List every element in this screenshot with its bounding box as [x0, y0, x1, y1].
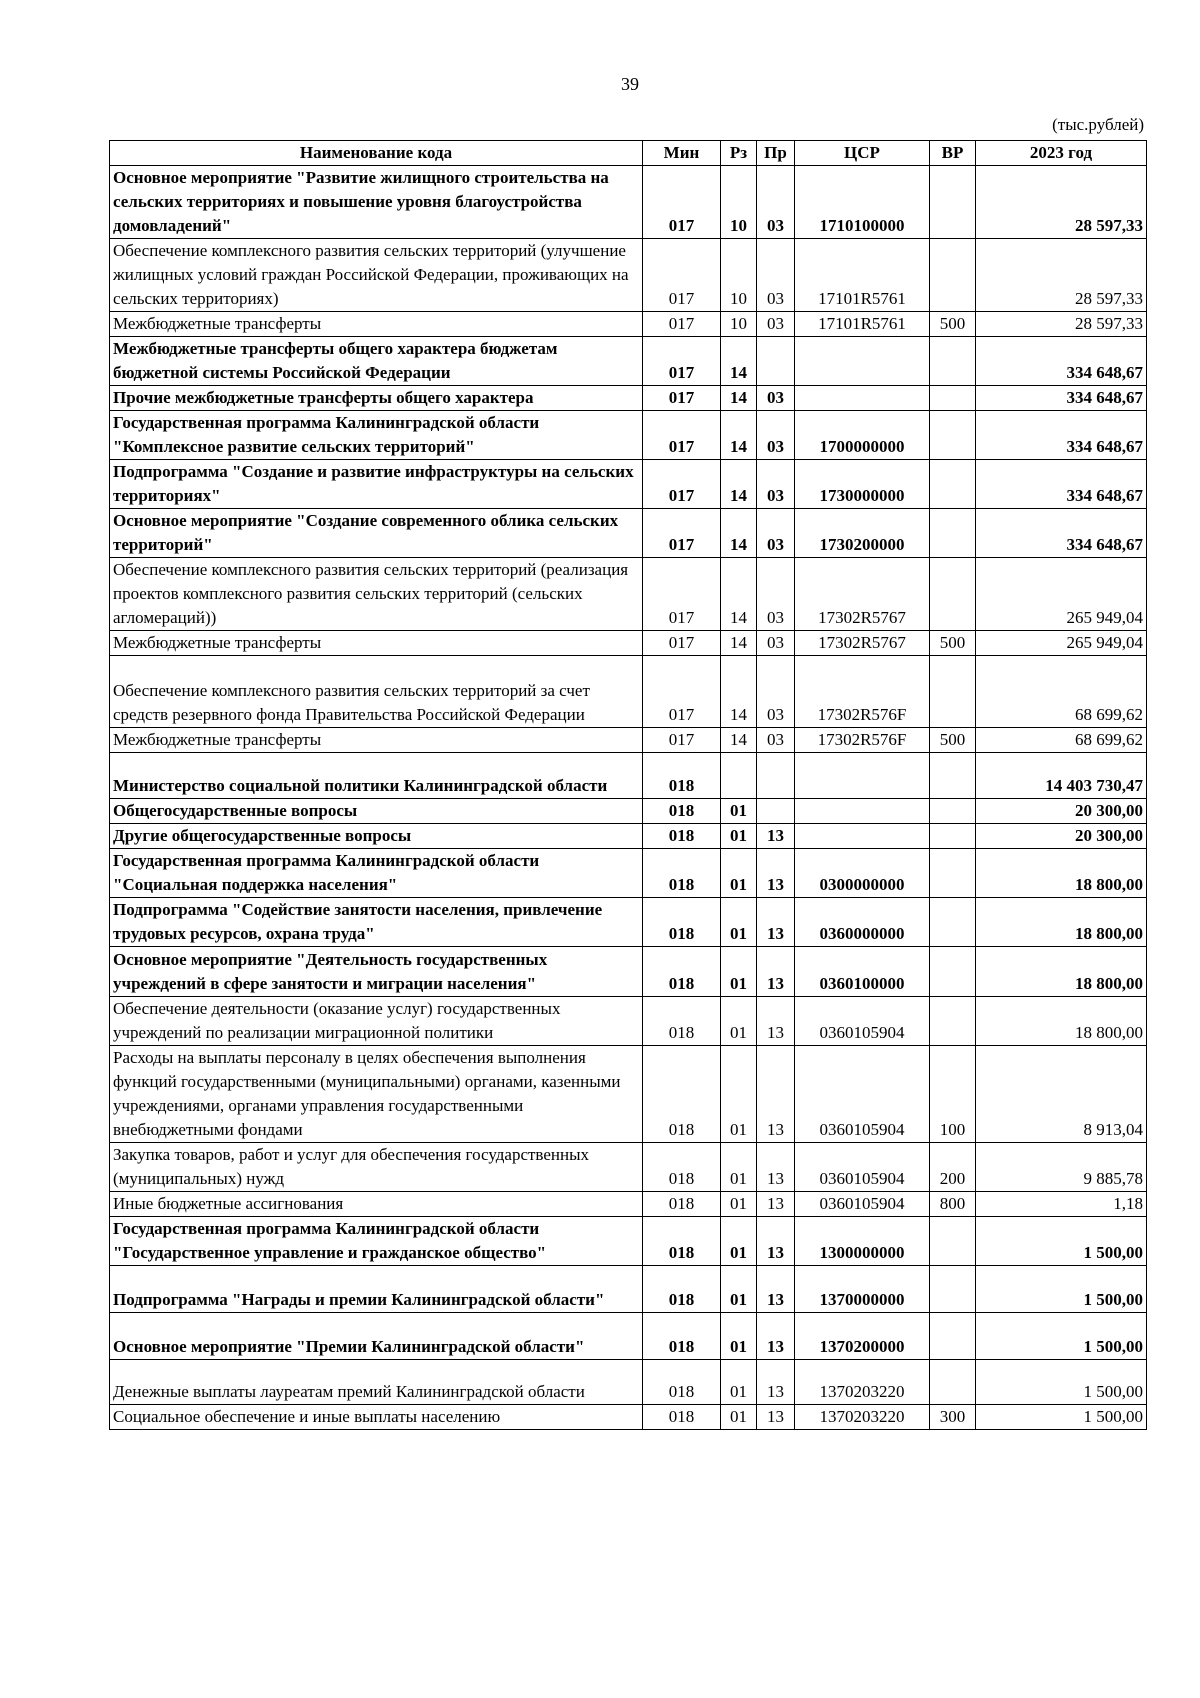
row-pr: 13: [757, 849, 795, 898]
table-row: [110, 312, 1147, 337]
row-csr: [795, 337, 930, 386]
row-min: 017: [643, 386, 721, 411]
row-rz: 14: [721, 509, 757, 558]
row-amount: 68 699,62: [976, 728, 1147, 753]
row-name: Обеспечение комплексного развития сельских территорий за счет средств резервного фонда Правительства Российской Федерации: [110, 656, 643, 728]
table-row: [110, 947, 1147, 997]
row-amount: 18 800,00: [976, 947, 1147, 997]
row-min: 018: [643, 824, 721, 849]
row-rz: 10: [721, 166, 757, 239]
row-min: 017: [643, 411, 721, 460]
row-vr: [930, 411, 976, 460]
header-min: Мин: [643, 141, 721, 166]
row-rz: 01: [721, 947, 757, 997]
row-pr: 13: [757, 1192, 795, 1217]
row-pr: [757, 337, 795, 386]
row-vr: [930, 509, 976, 558]
row-pr: 03: [757, 631, 795, 656]
row-csr: 1370200000: [795, 1313, 930, 1360]
row-name: Подпрограмма "Содействие занятости населения, привлечение трудовых ресурсов, охрана труда": [110, 898, 643, 947]
row-rz: 01: [721, 1217, 757, 1266]
row-vr: [930, 1360, 976, 1405]
row-rz: 10: [721, 312, 757, 337]
table-row: [110, 1143, 1147, 1192]
row-amount: 20 300,00: [976, 799, 1147, 824]
row-rz: 14: [721, 631, 757, 656]
row-vr: 200: [930, 1143, 976, 1192]
row-amount: 334 648,67: [976, 460, 1147, 509]
row-pr: 03: [757, 558, 795, 631]
row-csr: 1300000000: [795, 1217, 930, 1266]
table-row: [110, 898, 1147, 947]
row-csr: 1730200000: [795, 509, 930, 558]
row-csr: [795, 824, 930, 849]
row-name: Основное мероприятие "Развитие жилищного строительства на сельских территориях и повышение уровня благоустройства домовладений": [110, 166, 643, 239]
row-amount: 334 648,67: [976, 411, 1147, 460]
row-vr: [930, 1313, 976, 1360]
row-amount: 1,18: [976, 1192, 1147, 1217]
row-min: 018: [643, 1266, 721, 1313]
table-row: [110, 997, 1147, 1046]
row-vr: [930, 1217, 976, 1266]
table-row: [110, 1266, 1147, 1313]
row-csr: 1700000000: [795, 411, 930, 460]
row-vr: [930, 997, 976, 1046]
units-label: (тыс.рублей): [1052, 115, 1144, 134]
row-vr: 100: [930, 1046, 976, 1143]
row-amount: 9 885,78: [976, 1143, 1147, 1192]
table-row: [110, 1360, 1147, 1405]
row-rz: 14: [721, 460, 757, 509]
row-pr: 13: [757, 824, 795, 849]
row-pr: 13: [757, 1143, 795, 1192]
row-name: Государственная программа Калининградской области "Государственное управление и гражданское общество": [110, 1217, 643, 1266]
table-row: [110, 411, 1147, 460]
row-rz: 01: [721, 1266, 757, 1313]
row-min: 018: [643, 1143, 721, 1192]
row-min: 017: [643, 312, 721, 337]
row-csr: 1370203220: [795, 1360, 930, 1405]
row-min: 017: [643, 239, 721, 312]
table-row: [110, 166, 1147, 239]
row-amount: 18 800,00: [976, 849, 1147, 898]
row-pr: 03: [757, 411, 795, 460]
row-rz: 10: [721, 239, 757, 312]
row-csr: 17302R5767: [795, 558, 930, 631]
row-vr: [930, 460, 976, 509]
row-vr: 800: [930, 1192, 976, 1217]
row-vr: [930, 799, 976, 824]
row-min: 017: [643, 558, 721, 631]
header-csr: ЦСР: [795, 141, 930, 166]
row-pr: 13: [757, 898, 795, 947]
row-amount: 1 500,00: [976, 1217, 1147, 1266]
page-number: 39: [621, 74, 639, 94]
row-vr: [930, 849, 976, 898]
table-row: [110, 460, 1147, 509]
row-csr: 1710100000: [795, 166, 930, 239]
row-csr: [795, 753, 930, 799]
row-pr: 13: [757, 997, 795, 1046]
row-min: 018: [643, 753, 721, 799]
row-min: 018: [643, 1360, 721, 1405]
row-rz: 01: [721, 799, 757, 824]
row-name: Расходы на выплаты персоналу в целях обеспечения выполнения функций государственными (муниципальными) органами, казенными учреждениями, органами управления государственными внебюджетными фондами: [110, 1046, 643, 1143]
row-name: Государственная программа Калининградской области "Социальная поддержка населения": [110, 849, 643, 898]
row-min: 018: [643, 1313, 721, 1360]
table-row: [110, 1217, 1147, 1266]
table-row: [110, 1313, 1147, 1360]
table-row: [110, 509, 1147, 558]
row-csr: 17302R5767: [795, 631, 930, 656]
row-amount: 1 500,00: [976, 1266, 1147, 1313]
row-rz: 01: [721, 1313, 757, 1360]
header-amount: 2023 год: [976, 141, 1147, 166]
row-name: Подпрограмма "Награды и премии Калининградской области": [110, 1266, 643, 1313]
table-row: [110, 728, 1147, 753]
header-vr: ВР: [930, 141, 976, 166]
row-amount: 28 597,33: [976, 166, 1147, 239]
row-rz: 01: [721, 898, 757, 947]
row-csr: [795, 386, 930, 411]
row-csr: 1370203220: [795, 1405, 930, 1430]
row-min: 017: [643, 656, 721, 728]
row-amount: 28 597,33: [976, 239, 1147, 312]
row-pr: 03: [757, 166, 795, 239]
row-rz: 01: [721, 1405, 757, 1430]
row-vr: [930, 386, 976, 411]
row-name: Министерство социальной политики Калининградской области: [110, 753, 643, 799]
row-name: Закупка товаров, работ и услуг для обеспечения государственных (муниципальных) нужд: [110, 1143, 643, 1192]
row-vr: [930, 656, 976, 728]
row-csr: 0360105904: [795, 997, 930, 1046]
row-rz: 14: [721, 386, 757, 411]
row-min: 018: [643, 1192, 721, 1217]
row-name: Обеспечение комплексного развития сельских территорий (реализация проектов комплексного развития сельских территорий (сельских агломераций)): [110, 558, 643, 631]
row-name: Основное мероприятие "Деятельность государственных учреждений в сфере занятости и миграции населения": [110, 947, 643, 997]
budget-table: [109, 140, 1147, 1430]
row-min: 018: [643, 799, 721, 824]
table-row: [110, 656, 1147, 728]
row-vr: 500: [930, 728, 976, 753]
row-vr: 500: [930, 312, 976, 337]
row-pr: 03: [757, 728, 795, 753]
row-csr: 17302R576F: [795, 728, 930, 753]
row-name: Государственная программа Калининградской области "Комплексное развитие сельских территорий": [110, 411, 643, 460]
row-rz: 14: [721, 411, 757, 460]
row-amount: 18 800,00: [976, 898, 1147, 947]
row-min: 017: [643, 337, 721, 386]
row-csr: [795, 799, 930, 824]
row-amount: 265 949,04: [976, 558, 1147, 631]
table-row: [110, 239, 1147, 312]
row-name: Другие общегосударственные вопросы: [110, 824, 643, 849]
table-row: [110, 1192, 1147, 1217]
row-name: Основное мероприятие "Премии Калининградской области": [110, 1313, 643, 1360]
row-rz: 01: [721, 1046, 757, 1143]
row-amount: 68 699,62: [976, 656, 1147, 728]
row-vr: [930, 558, 976, 631]
table-row: [110, 337, 1147, 386]
row-amount: 8 913,04: [976, 1046, 1147, 1143]
row-csr: 17101R5761: [795, 312, 930, 337]
row-amount: 28 597,33: [976, 312, 1147, 337]
row-rz: 14: [721, 558, 757, 631]
row-rz: 01: [721, 824, 757, 849]
row-name: Межбюджетные трансферты: [110, 728, 643, 753]
table-row: [110, 849, 1147, 898]
row-name: Обеспечение деятельности (оказание услуг) государственных учреждений по реализации миграционной политики: [110, 997, 643, 1046]
table-header-row: [110, 141, 1147, 166]
row-amount: 334 648,67: [976, 509, 1147, 558]
row-csr: 0360000000: [795, 898, 930, 947]
row-amount: 334 648,67: [976, 386, 1147, 411]
row-pr: 03: [757, 312, 795, 337]
row-min: 017: [643, 166, 721, 239]
table-row: [110, 824, 1147, 849]
row-pr: 13: [757, 947, 795, 997]
table-row: [110, 631, 1147, 656]
row-rz: 01: [721, 1360, 757, 1405]
row-min: 017: [643, 460, 721, 509]
row-pr: 13: [757, 1313, 795, 1360]
row-name: Обеспечение комплексного развития сельских территорий (улучшение жилищных условий граждан Российской Федерации, проживающих на сельских территориях): [110, 239, 643, 312]
table-row: [110, 799, 1147, 824]
row-name: Межбюджетные трансферты общего характера бюджетам бюджетной системы Российской Федерации: [110, 337, 643, 386]
row-name: Иные бюджетные ассигнования: [110, 1192, 643, 1217]
row-vr: [930, 166, 976, 239]
table-row: [110, 1046, 1147, 1143]
row-vr: [930, 947, 976, 997]
row-pr: 03: [757, 656, 795, 728]
row-rz: 01: [721, 1192, 757, 1217]
row-vr: [930, 239, 976, 312]
row-rz: 01: [721, 849, 757, 898]
row-name: Межбюджетные трансферты: [110, 312, 643, 337]
row-amount: 1 500,00: [976, 1360, 1147, 1405]
row-pr: 13: [757, 1217, 795, 1266]
row-name: Социальное обеспечение и иные выплаты населению: [110, 1405, 643, 1430]
row-pr: 03: [757, 239, 795, 312]
row-rz: [721, 753, 757, 799]
row-min: 018: [643, 1405, 721, 1430]
row-pr: 03: [757, 460, 795, 509]
row-csr: 17302R576F: [795, 656, 930, 728]
row-pr: 13: [757, 1266, 795, 1313]
row-min: 018: [643, 1217, 721, 1266]
row-amount: 265 949,04: [976, 631, 1147, 656]
row-rz: 14: [721, 337, 757, 386]
row-vr: [930, 753, 976, 799]
row-pr: 13: [757, 1360, 795, 1405]
table-body: [110, 166, 1147, 1430]
row-pr: 03: [757, 509, 795, 558]
row-min: 017: [643, 509, 721, 558]
row-pr: 13: [757, 1405, 795, 1430]
header-name: Наименование кода: [110, 141, 643, 166]
table-row: [110, 386, 1147, 411]
row-csr: 0360105904: [795, 1192, 930, 1217]
row-csr: 0360100000: [795, 947, 930, 997]
row-csr: 1370000000: [795, 1266, 930, 1313]
row-vr: [930, 337, 976, 386]
row-pr: 13: [757, 1046, 795, 1143]
row-min: 018: [643, 898, 721, 947]
row-rz: 14: [721, 728, 757, 753]
row-min: 018: [643, 997, 721, 1046]
row-min: 018: [643, 1046, 721, 1143]
row-name: Общегосударственные вопросы: [110, 799, 643, 824]
row-csr: 0300000000: [795, 849, 930, 898]
table-row: [110, 753, 1147, 799]
row-amount: 14 403 730,47: [976, 753, 1147, 799]
table-row: [110, 558, 1147, 631]
row-vr: [930, 1266, 976, 1313]
row-name: Межбюджетные трансферты: [110, 631, 643, 656]
row-rz: 01: [721, 997, 757, 1046]
row-vr: [930, 898, 976, 947]
row-amount: 20 300,00: [976, 824, 1147, 849]
row-vr: 500: [930, 631, 976, 656]
row-name: Основное мероприятие "Создание современного облика сельских территорий": [110, 509, 643, 558]
row-min: 018: [643, 849, 721, 898]
row-pr: 03: [757, 386, 795, 411]
row-pr: [757, 799, 795, 824]
row-rz: 14: [721, 656, 757, 728]
row-name: Денежные выплаты лауреатам премий Калининградской области: [110, 1360, 643, 1405]
row-amount: 1 500,00: [976, 1405, 1147, 1430]
row-min: 018: [643, 947, 721, 997]
row-name: Прочие межбюджетные трансферты общего характера: [110, 386, 643, 411]
row-min: 017: [643, 631, 721, 656]
row-rz: 01: [721, 1143, 757, 1192]
header-rz: Рз: [721, 141, 757, 166]
row-pr: [757, 753, 795, 799]
row-csr: 17101R5761: [795, 239, 930, 312]
row-min: 017: [643, 728, 721, 753]
row-csr: 0360105904: [795, 1143, 930, 1192]
row-vr: 300: [930, 1405, 976, 1430]
row-csr: 1730000000: [795, 460, 930, 509]
row-vr: [930, 824, 976, 849]
row-amount: 334 648,67: [976, 337, 1147, 386]
row-name: Подпрограмма "Создание и развитие инфраструктуры на сельских территориях": [110, 460, 643, 509]
row-csr: 0360105904: [795, 1046, 930, 1143]
row-amount: 1 500,00: [976, 1313, 1147, 1360]
table-row: [110, 1405, 1147, 1430]
row-amount: 18 800,00: [976, 997, 1147, 1046]
header-pr: Пр: [757, 141, 795, 166]
